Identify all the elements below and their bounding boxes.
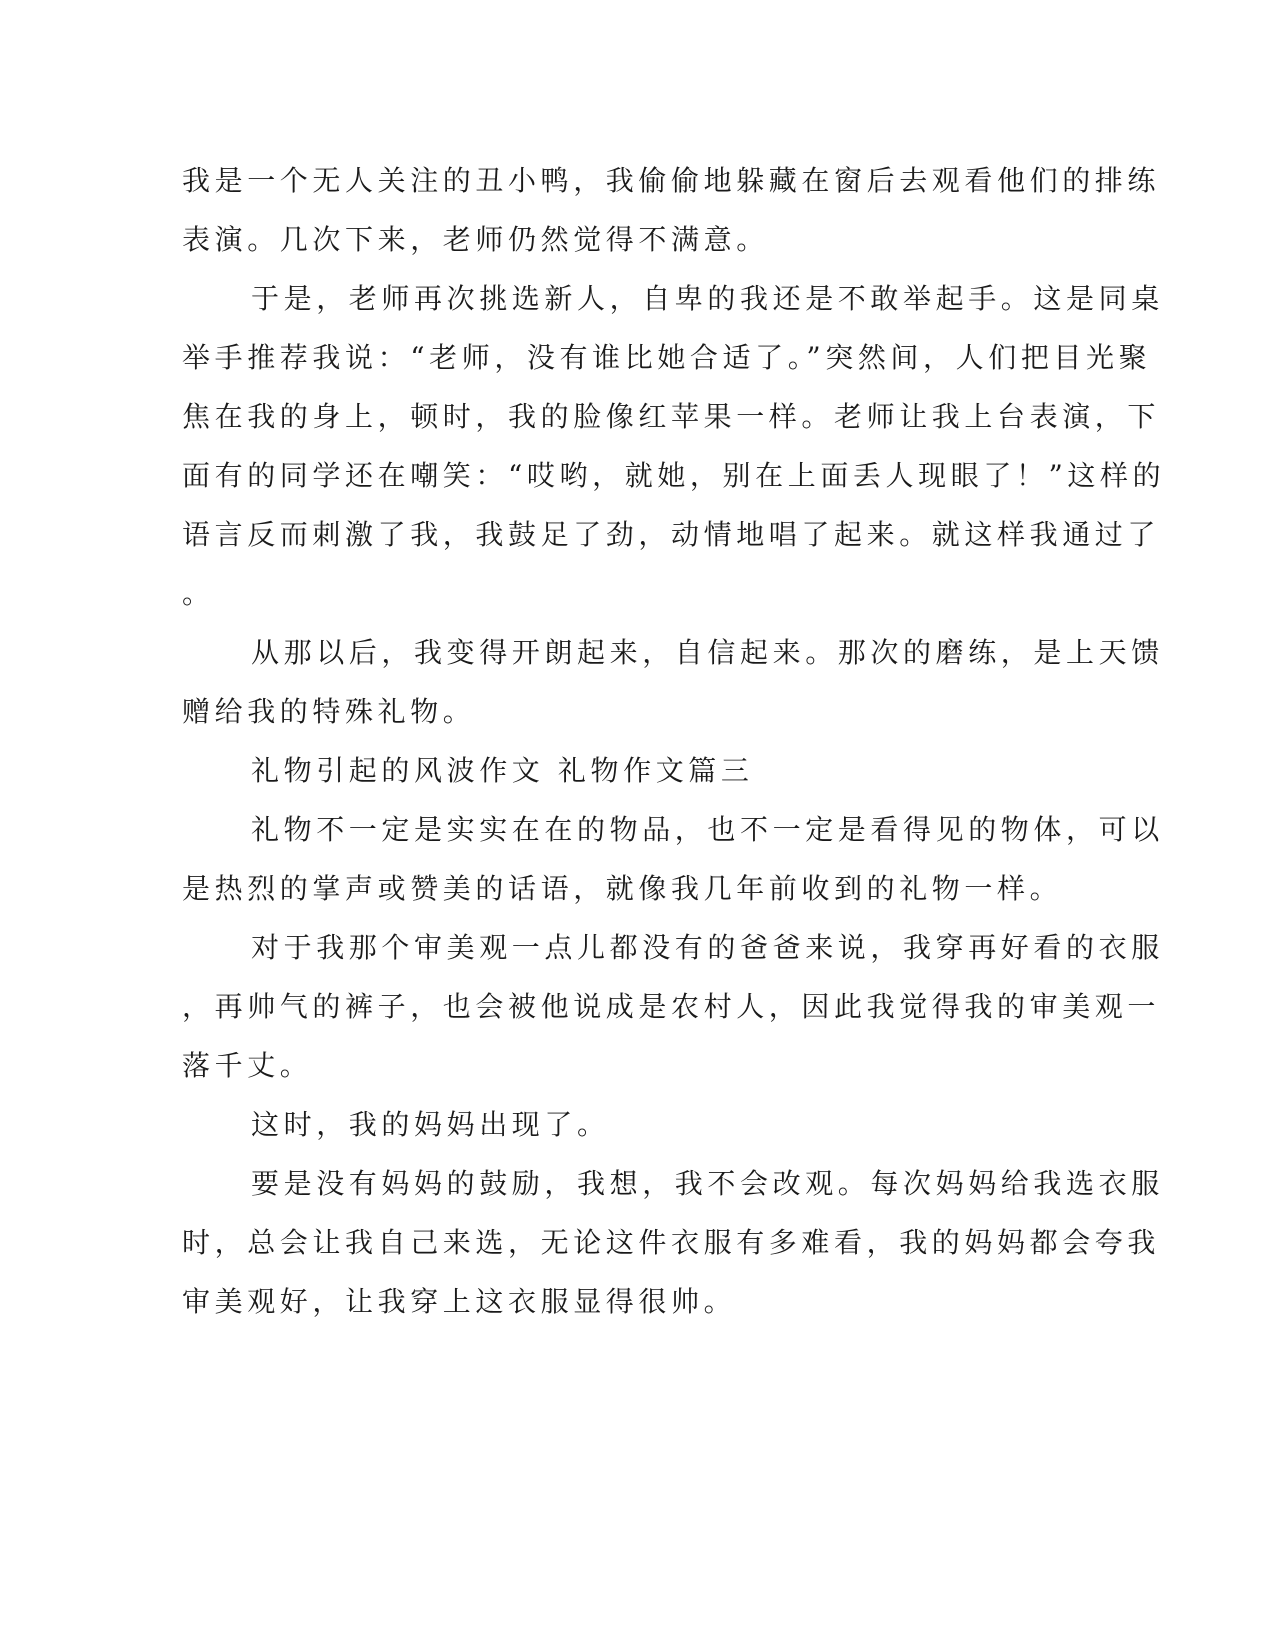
paragraph-start-line: 要是没有妈妈的鼓励，我想，我不会改观。每次妈妈给我选衣服	[251, 1167, 1164, 1200]
text-line: 审美观好，让我穿上这衣服显得很帅。	[182, 1285, 737, 1318]
text-line: 落千丈。	[182, 1049, 313, 1082]
text-line: 时，总会让我自己来选，无论这件衣服有多难看，我的妈妈都会夸我	[182, 1226, 1161, 1259]
text-line: 举手推荐我说：“老师，没有谁比她合适了。”突然间，人们把目光聚	[182, 341, 1152, 374]
paragraph-start-line: 从那以后，我变得开朗起来，自信起来。那次的磨练，是上天馈	[251, 636, 1164, 669]
text-line: 焦在我的身上，顿时，我的脸像红苹果一样。老师让我上台表演，下	[182, 400, 1161, 433]
paragraph-start-line: 礼物不一定是实实在在的物品，也不一定是看得见的物体，可以	[251, 813, 1164, 846]
text-line: 。	[182, 577, 215, 610]
text-line: 表演。几次下来，老师仍然觉得不满意。	[182, 223, 769, 256]
text-line: 语言反而刺激了我，我鼓足了劲，动情地唱了起来。就这样我通过了	[182, 518, 1161, 551]
text-line: ，再帅气的裤子，也会被他说成是农村人，因此我觉得我的审美观一	[182, 990, 1161, 1023]
text-line: 赠给我的特殊礼物。	[182, 695, 476, 728]
text-line: 我是一个无人关注的丑小鸭，我偷偷地躲藏在窗后去观看他们的排练	[182, 164, 1161, 197]
section-heading: 礼物引起的风波作文 礼物作文篇三	[251, 754, 754, 787]
paragraph-start-line: 对于我那个审美观一点儿都没有的爸爸来说，我穿再好看的衣服	[251, 931, 1164, 964]
paragraph-start-line: 这时，我的妈妈出现了。	[251, 1108, 610, 1141]
paragraph-start-line: 于是，老师再次挑选新人，自卑的我还是不敢举起手。这是同桌	[251, 282, 1164, 315]
text-line: 面有的同学还在嘲笑：“哎哟，就她，别在上面丢人现眼了！”这样的	[182, 459, 1166, 492]
text-line: 是热烈的掌声或赞美的话语，就像我几年前收到的礼物一样。	[182, 872, 1063, 905]
